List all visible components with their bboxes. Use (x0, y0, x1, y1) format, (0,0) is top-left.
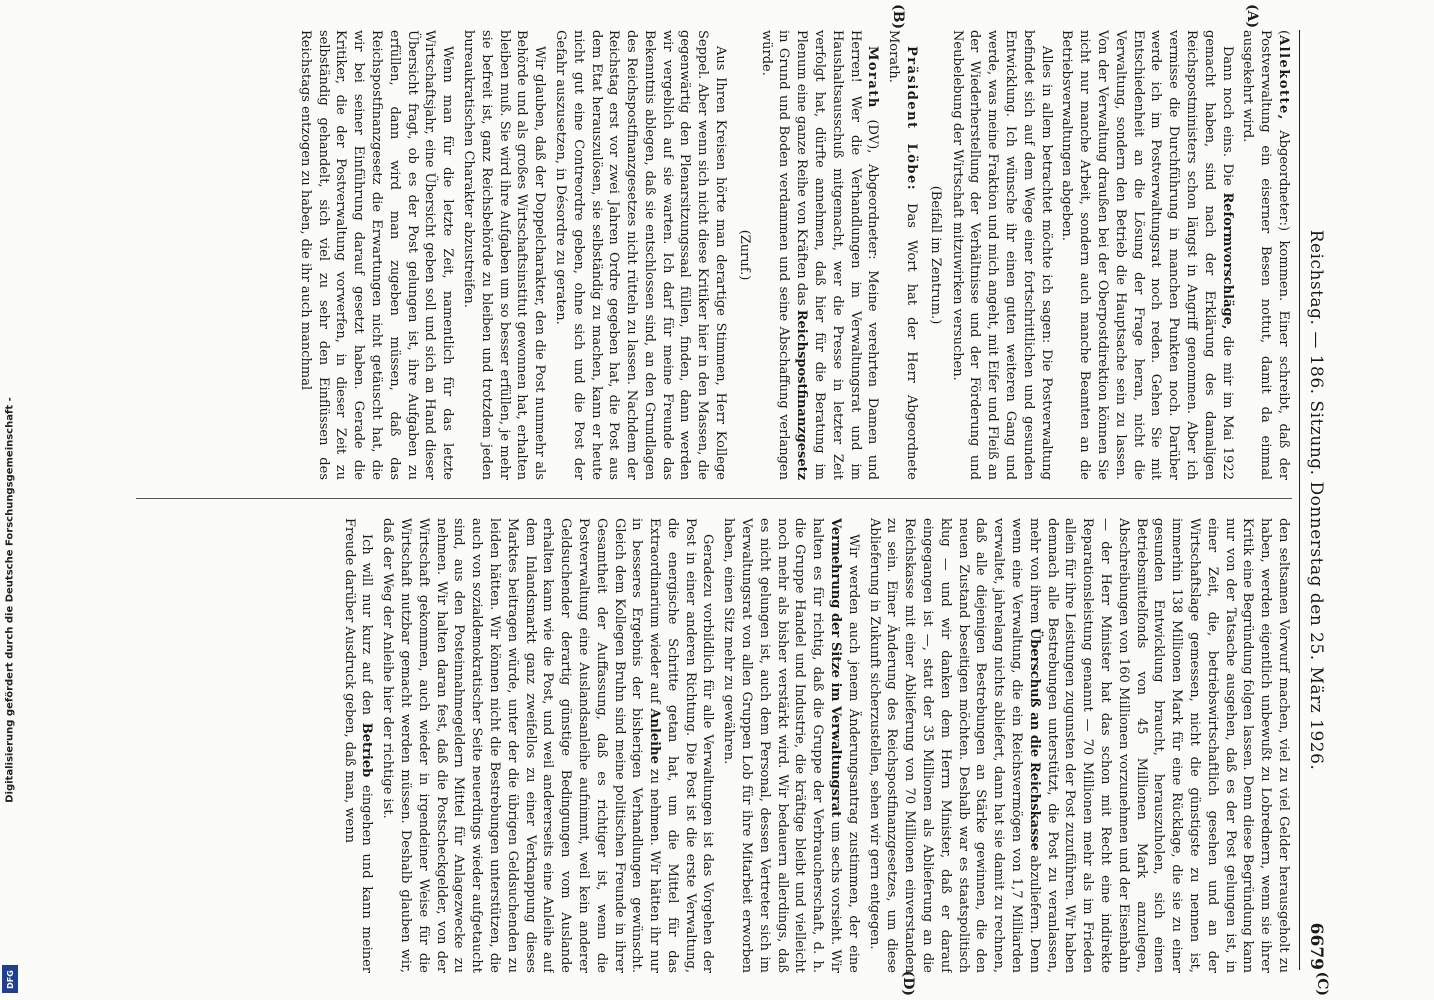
bold-term: Überschuß an die Reichskasse (1026, 627, 1042, 851)
bold-term: Anleihe (647, 708, 663, 764)
paragraph (757, 30, 882, 480)
paragraph-text: Dann noch eins. Die (1219, 46, 1235, 186)
bold-term: Vermehrung der Sitze im Verwaltungsrat (828, 518, 844, 818)
right-column (136, 518, 1292, 973)
margin-mark-d: (D) (900, 970, 916, 996)
paragraph-text: Wir werden auch jenem Änderungsantrag zustimmen, der eine (845, 534, 861, 973)
dfg-logo (2, 965, 18, 993)
interjection-note: (Zuruf.) (736, 229, 752, 281)
dfg-logo-text: DFG (5, 969, 15, 989)
left-column (136, 30, 1292, 480)
paragraph (340, 518, 376, 973)
bold-term: Betrieb (359, 722, 375, 778)
rotated-page (106, 0, 1336, 1000)
column-divider (136, 498, 1292, 499)
paragraph-text: Geradezu vorbildlich für alle Verwaltungen ist das Vorgehen der Post in einer anderen Richtung. Die Post ist die erste Verwaltung, die energische Schritte getan hat, um die Mittel für das Extraordinarium wieder auf (647, 518, 716, 973)
paragraph: Wir glauben, daß der Doppelcharakter, den die Post nunmehr als Behörde und als großes Wirtschaftsinstitut gewonnen hat, erhalten bleiben muß. Sie wird ihre Aufgaben um so besser erfüllen, je mehr sie befreit ist, ganz Reichsbehörde zu bleiben und trotzdem jeden bureaukratischen Charakter abzustreifen. (460, 30, 548, 480)
page-number: 6679 (1306, 922, 1326, 970)
paragraph-text: Ich will nur kurz auf den (359, 534, 375, 715)
speaker-name: Allekotte, (1276, 35, 1291, 121)
paragraph-text: Das Wort hat der Herr Abgeordnete Morath. (886, 30, 920, 480)
margin-mark-b: (B) (890, 4, 906, 30)
header-title: Reichstag. — 186. Sitzung. Donnerstag den 25. März 1926. (1306, 229, 1326, 771)
bold-term: Reichspostfinanzgesetz (794, 309, 810, 480)
footer-strip (0, 0, 20, 1000)
digitization-credit: Digitalisierung gefördert durch die Deutsche Forschungsgemeinschaft - (4, 397, 16, 803)
paragraph-text: kommen. Einer schreibt, daß der Postverwaltung ein eiserner Besen nottut, damit da einmal ausgekehrt wird. (1240, 30, 1291, 480)
margin-mark-a: (A) (1244, 4, 1260, 29)
paragraph-text: eingehen und kann meiner Freude darüber Ausdruck geben, daß man, wenn (341, 518, 375, 973)
paragraph: Wenn man für die letzte Zeit, namentlich für das letzte Wirtschaftsjahr, eine Übersicht geben soll und sich an Hand dieser Übersicht fragt, ob es der Post gelungen ist, ihre Aufgaben zu erfüllen, dann wird man zugeben müssen, daß das Reichspostfinanzgesetz die Erwartungen nicht getäuscht hat, die wir bei seiner Einführung darauf gesetzt haben. Gerade die Kritiker, die der Postverwaltung vorwerfen, in dieser Zeit zu selbständig gehandelt, sich viel zu sehr den Einflüssen des Reichstags entzogen zu haben, die ihr auch manchmal (297, 30, 456, 480)
paragraph-text: (DV), Abgeordneter: Meine verehrten Damen und Herren! Wer die Verhandlungen im Verwaltungsrat und im Haushaltsausschuß mitgemacht, wer die Presse in letzter Zeit verfolgt hat, dürfte annehmen, daß hier für die Beratung im Plenum eine ganze Reihe von Kräften das (794, 30, 881, 480)
margin-mark-c: (C) (1314, 971, 1330, 996)
running-header (1299, 30, 1330, 970)
bold-term: Reformvorschläge, (1219, 192, 1235, 330)
paragraph-text: abzuliefern. Denn wenn eine Verwaltung, die ein Reichsvermögen von 1,7 Milliarden verwaltet, jahrelang nichts abliefert, dann hat sie damit zu rechnen, daß alle diejenigen Bestrebungen an Stärke gewinnen, die den neuen Zustand beseitigen möchten. Deshalb war es staatspolitisch klug — und wir danken dem Herrn Minister, daß er darauf eingegangen ist —, statt der 35 Millionen als Ablieferung an die Reichskasse mit einer Ablieferung von 70 Millionen einverstanden zu sein. Einer Änderung des Reichspostfinanzgesetzes, um diese Ablieferung in Zukunft sicherzustellen, sehen wir gern entgegen. (866, 518, 1042, 973)
paragraph (884, 30, 920, 480)
speaker-role: Abgeordneter: (1276, 130, 1291, 226)
applause-note: (Beifall im Zentrum.) (927, 185, 943, 325)
speaker-name: Präsident Löbe: (904, 46, 920, 192)
paragraph-text: in Grund und Boden verdammen und seine Abschaffung verlangen würde. (758, 30, 792, 480)
speaker-name: Morath (865, 46, 881, 109)
paragraph: (Allekotte, Abgeordneter:) kommen. Einer schreibt, daß der Postverwaltung ein eiserner Besen nottut, damit da einmal ausgekehrt wird. (1240, 30, 1291, 480)
paragraph: Aus Ihren Kreisen hörte man derartige Stimmen, Herr Kollege Seppel. Aber wenn sich nicht diese Kritiker hier in den Massen, die gegenwärtig den Plenarsitzungssaal füllen, finden, dann werden wir vergeblich auf sie warten. Ich darf für meine Freunde das Bekenntnis ablegen, daß sie entschlossen sind, an den Grundlagen des Reichspostfinanzgesetzes nicht rütteln zu lassen. Nachdem der Reichstag erst vor zwei Jahren Ordre gegeben hat, die Post aus dem Etat herauszulösen, sie selbständig zu machen, kann er heute nicht gut eine Contreordre geben, ohne sich und die Post der Gefahr auszusetzen, in Désordre zu geraten. (552, 30, 729, 480)
paragraph-text: um sechs vorsieht. Wir halten es für richtig, daß die Gruppe der Verbraucherschaft, d. h. die Gruppe Handel und Industrie, die kräftige bleibt und vielleicht noch mehr als bisher verstärkt wird. Wir bedauern allerdings, daß es nicht gelungen ist, auch dem Personal, dessen Vertreter sich im Verwaltungsrat von allen Gruppen Lob für ihre Mitarbeit erworben haben, einen Sitz mehr zu gewähren. (721, 518, 844, 973)
paragraph (865, 518, 1292, 973)
paragraph (1058, 30, 1236, 480)
paragraph: Alles in allem betrachtet möchte ich sagen: Die Postverwaltung befindet sich auf dem Wege einer fortschrittlichen und gesunden Entwicklung. Ich wünsche ihr einen guten weiteren Gang und werde, was meine Fraktion und mich angeht, mit Eifer und Fleiß an der Wiederherstellung der Verhältnisse und der Förderung und Neubelebung der Wirtschaft mitzuwirken versuchen. (949, 30, 1054, 480)
paragraph (720, 518, 862, 973)
paragraph (378, 518, 716, 973)
paragraph-text: den seltsamen Vorwurf machen, viel zu viel Gelder herausgeholt zu haben, werden eigentlich unbewußt zu Lobrednern, wenn sie ihrer Kritik eine Begründung folgen lassen. Denn diese Begründung kann nur von der Tatsache ausgehen, daß es der Post gelungen ist, in einer Zeit, die, betriebswirtschaftlich gesehen und an der Wirtschaftslage gemessen, nicht die günstigste zu nennen ist, immerhin 138 Millionen Mark für eine Rücklage, die sie zu einer gesunden Entwicklung braucht, herauszuholen, sich einen Betriebsmittelfonds von 45 Millionen Mark anzulegen, Abschreibungen von 160 Millionen vorzunehmen und der Eisenbahn — der Herr Minister hat das schon mit Recht eine indirekte Reparationsleistung genannt — 70 Millionen mehr als im Frieden allein für ihre Leistungen zugunsten der Post zuzuführen. Wir haben demnach alle Bestrebungen unterstützt, die Post zu veranlassen, mehr von ihrem (1026, 518, 1291, 973)
paragraph-text: die mir im Mai 1922 gemacht haben, sind nach der Erklärung des damaligen Reichspostministers schon längst in Angriff genommen. Aber ich vermisse die Durchführung in manchen Punkten noch. Darüber werde ich im Postverwaltungsrat noch reden. Gehen Sie mit Entschiedenheit an die Lösung der Frage heran, nicht die Verwaltung, sondern den Betrieb die Hauptsache sein zu lassen. Von der Verwaltung draußen bei der Oberpostdirektion können Sie nicht nur manche Arbeit, sondern auch manche Beamten an die Betriebsverwaltungen abgeben. (1059, 30, 1235, 480)
paragraph-text: zu nehmen. Wir hätten ihr nur in besseres Ergebnis der bisherigen Verhandlungen gewünscht. Gleich dem Kollegen Bruhn sind meine politischen Freunde in ihrer Gesamtheit der Auffassung, daß es richtiger ist, wenn die Postverwaltung eine Auslandsanleihe aufnimmt, weil kein anderer Geldsuchender derartig günstige Bedingungen vom Auslande erhalten kann wie die Post, und weil andererseits eine Anleihe auf dem Inlandsmarkt ganz zweifellos zu einer Verknappung dieses Marktes beitragen würde, unter der die übrigen Geldsuchenden zu leiden hätten. Wir können nicht die Bestrebungen unterstützen, die auch von sozialdemokratischer Seite neuerdings wieder aufgetaucht sind, aus den Posteinnahmegeldern Mittel für Anlagezwecke zu nehmen. Wir halten daran fest, daß die Postscheckgelder, von der Wirtschaft gekommen, auch wieder in irgendeiner Weise für die Wirtschaft nutzbar gemacht werden müssen. Deshalb glauben wir, daß der Weg der Anleihe hier der richtige ist. (380, 518, 663, 973)
